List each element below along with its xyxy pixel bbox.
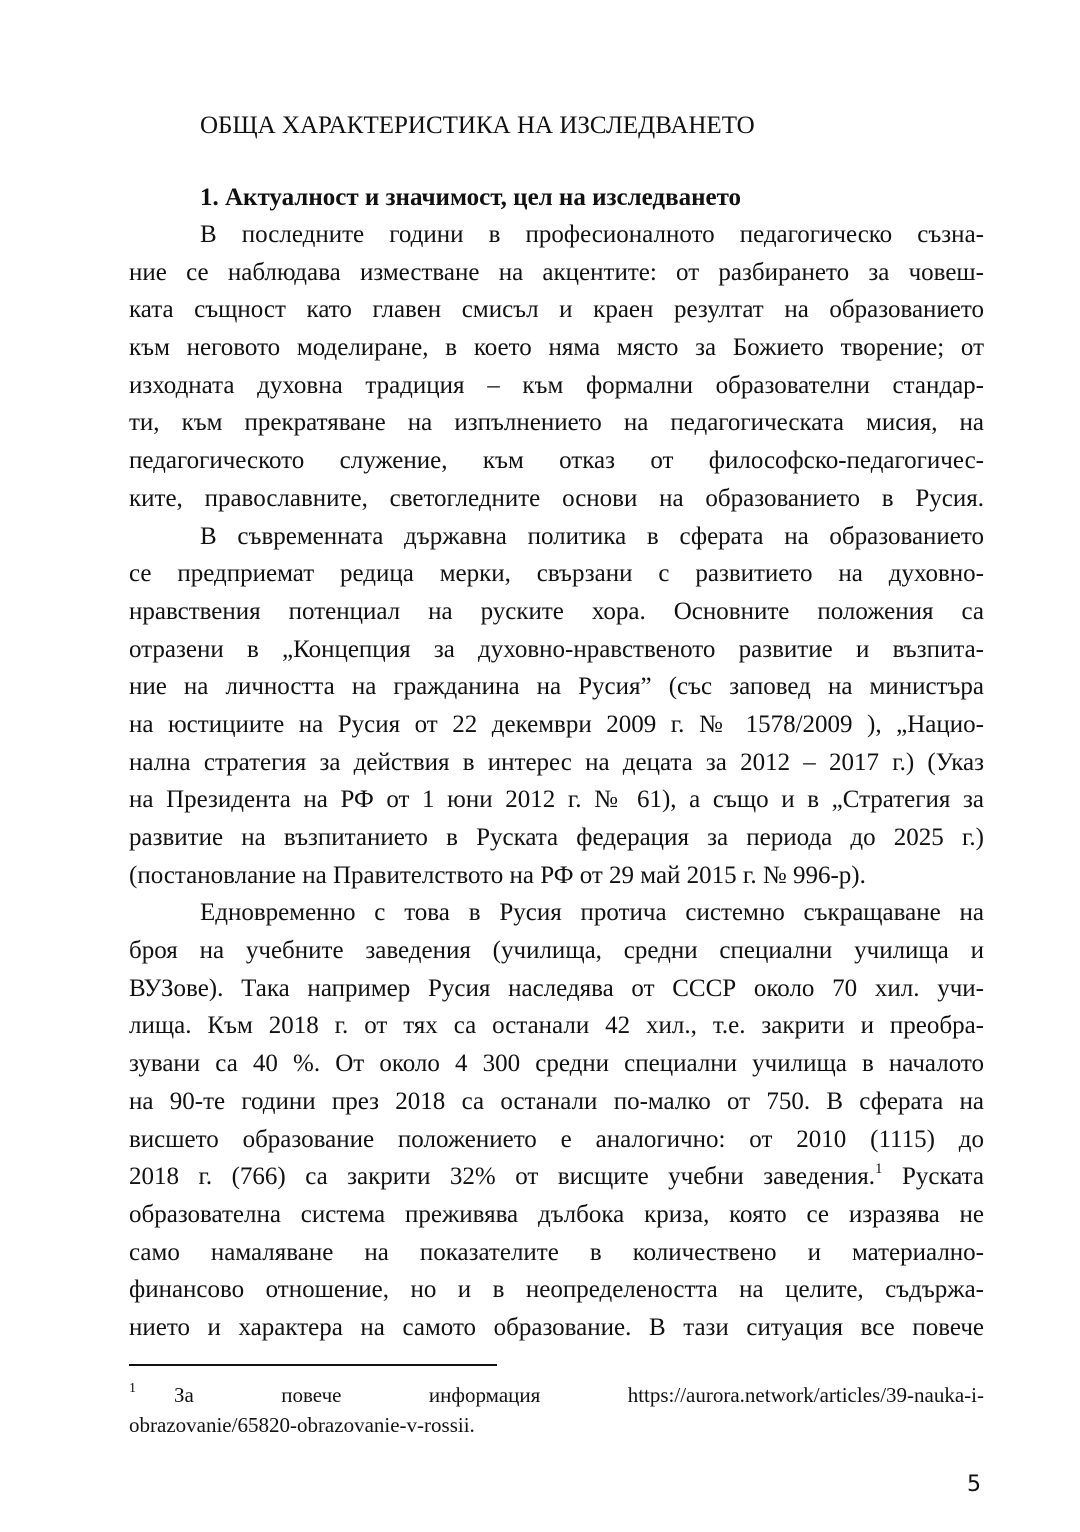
text-line: ВУЗове). Така например Русия наследява от СССР около 70 хил. учи- [129,974,984,1002]
text-line: развитие на възпитанието в Руската федерация за периода до 2025 г.) [129,824,984,851]
body-text [129,216,984,1347]
text-line: образователна система преживява дълбока криза, която се изразява не [129,1200,984,1228]
text-line: (постановлание на Правителството на РФ от 29 май 2015 г. № 996-р). [129,861,866,889]
text-line: Едновременно с това в Русия протича системно съкращаване на [200,899,984,927]
text-line: ките, православните, светогледните основи на образованието в Русия. [129,484,984,512]
text-line: зувани са 40 %. От около 4 300 средни специални училища в началото [129,1050,984,1078]
text-line-with-footnote [129,1158,984,1196]
footnote-text[interactable]: За повече информация https://aurora.network/articles/39-nauka-i- [174,1383,984,1407]
text-segment: 2018 г. (766) са закрити 32% от висщите учебни заведения. [129,1163,875,1191]
document-title: ОБЩА ХАРАКТЕРИСТИКА НА ИЗСЛЕДВАНЕТО [200,112,755,139]
text-line: на Президента на РФ от 1 юни 2012 г. № 61), а също и в „Стратегия за [129,786,984,814]
text-line: нравствения потенциал на руските хора. Основните положения са [129,597,984,625]
text-line: се предприемат редица мерки, свързани с развитието на духовно- [129,560,984,588]
footnote-line [129,1380,984,1410]
text-line: на юстициите на Русия от 22 декември 2009 г. № 1578/2009 ), „Нацио- [129,710,984,738]
section-heading: 1. Актуалност и значимост, цел на изследването [200,184,742,211]
text-line: изходната духовна традиция – към формални образователни стандар- [129,371,984,399]
text-line: към неговото моделиране, в което няма място за Божието творение; от [129,334,984,362]
text-line: на 90-те години през 2018 са останали по-малко от 750. В сферата на [129,1087,984,1115]
text-line: ние на личността на гражданина на Русия” (със заповед на министъра [129,673,984,701]
text-line: финансово отношение, но и в неопределеността на целите, съдържа- [129,1276,984,1304]
footnote-separator [129,1364,497,1366]
text-line: броя на учебните заведения (училища, средни специални училища и [129,937,984,965]
footnote-mark: 1 [129,1381,136,1396]
text-line: ние се наблюдава изместване на акцентите: от разбирането за човеш- [129,258,984,286]
text-line: ти, към прекратяване на изпълнението на педагогическата мисия, на [129,409,984,437]
text-line: нална стратегия за действия в интерес на децата за 2012 – 2017 г.) (Указ [129,748,984,776]
text-line: педагогическото служение, към отказ от философско-педагогичес- [129,447,984,475]
text-line: нието и характера на самото образование. В тази ситуация все повече [129,1313,984,1341]
footnote-reference[interactable]: 1 [874,1161,883,1178]
text-line: В съвременната държавна политика в сферата на образованието [200,522,984,550]
text-segment: Руската [882,1163,984,1191]
text-line: само намаляване на показателите в количествено и материално- [129,1238,984,1266]
text-line: В последните години в професионалното педагогическо съзна- [200,221,984,248]
text-line: отразени в „Концепция за духовно-нравственото развитие и възпита- [129,635,984,663]
text-line: ката същност като главен смисъл и краен резултат на образованието [129,296,984,324]
text-line: висшето образование положението е аналогично: от 2010 (1115) до [129,1125,984,1153]
page-number: 5 [967,1472,981,1497]
text-line: лища. Към 2018 г. от тях са останали 42 хил., т.е. закрити и преобра- [129,1012,984,1040]
footnote [129,1380,984,1440]
footnote-line[interactable]: obrazovanie/65820-obrazovanie-v-rossii. [129,1413,475,1437]
